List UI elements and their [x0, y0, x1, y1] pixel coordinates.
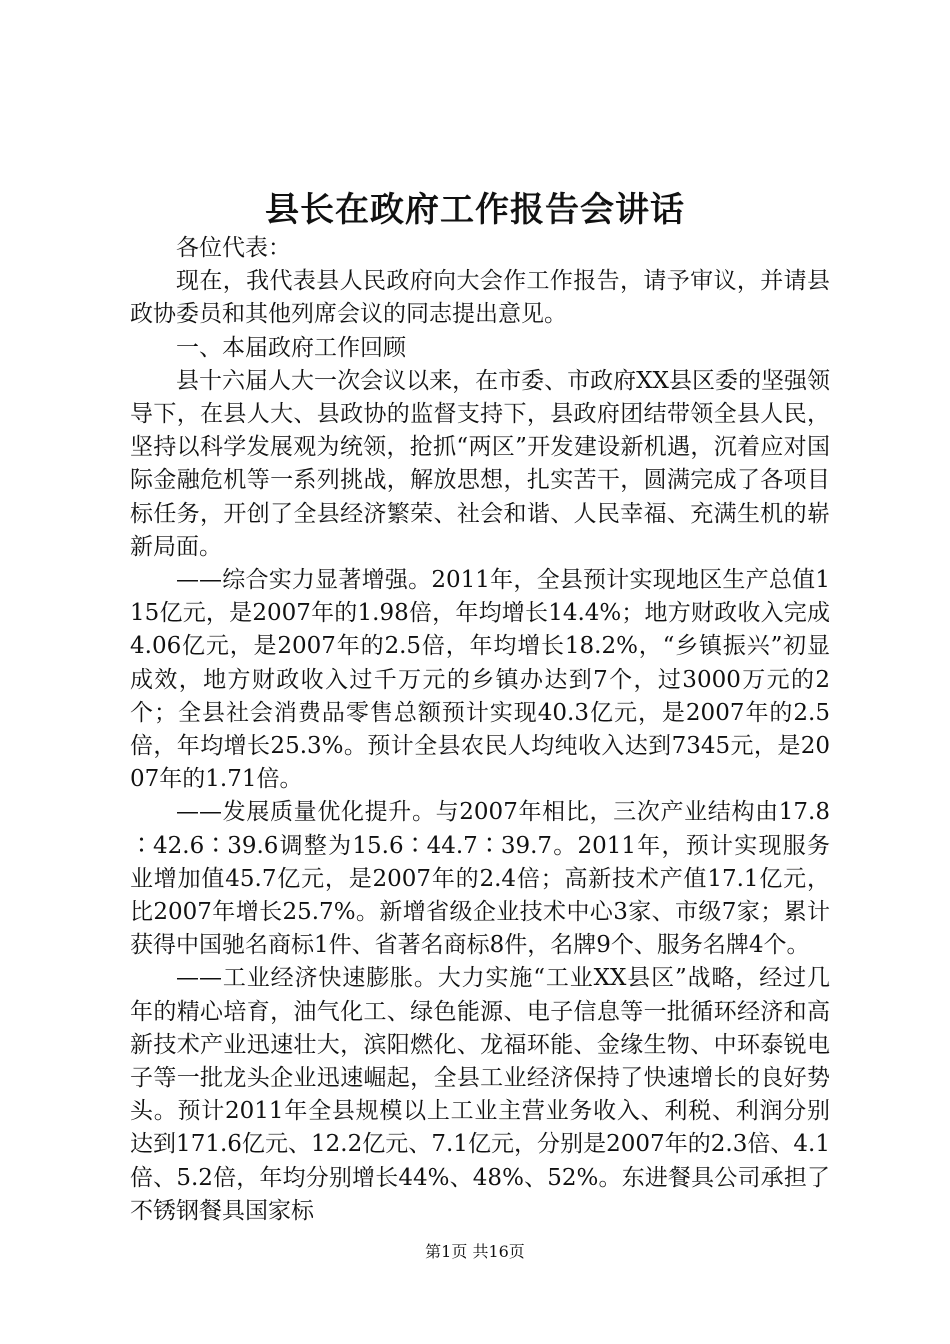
paragraph-strength: ——综合实力显著增强。2011年，全县预计实现地区生产总值115亿元，是2007年的1.98倍，年均增长14.4%；地方财政收入完成4.06亿元，是2007年的2.5倍，年均增长18.2%，“乡镇振兴”初显成效，地方财政收入过千万元的乡镇办达到7个，过3000万元的2个；全县社会消费品零售总额预计实现40.3亿元，是2007年的2.5倍，年均增长25.3%。预计全县农民人均纯收入达到7345元，是2007年的1.71倍。	[130, 567, 830, 793]
paragraph-industry: ——工业经济快速膨胀。大力实施“工业XX县区”战略，经过几年的精心培育，油气化工、绿色能源、电子信息等一批循环经济和高新技术产业迅速壮大，滨阳燃化、龙福环能、金缘生物、中环泰锐电子等一批龙头企业迅速崛起，全县工业经济保持了快速增长的良好势头。预计2011年全县规模以上工业主营业务收入、利税、利润分别达到171.6亿元、12.2亿元、7.1亿元，分别是2007年的2.3倍、4.1倍、5.2倍，年均分别增长44%、48%、52%。东进餐具公司承担了不锈钢餐具国家标	[130, 965, 830, 1224]
section-heading: 一、本届政府工作回顾	[176, 334, 406, 361]
document-title: 县长在政府工作报告会讲话	[265, 190, 685, 230]
paragraph-quality: ——发展质量优化提升。与2007年相比，三次产业结构由17.8∶42.6∶39.6调整为15.6∶44.7∶39.7。2011年，预计实现服务业增加值45.7亿元，是2007年的2.4倍；高新技术产值17.1亿元，比2007年增长25.7%。新增省级企业技术中心3家、市级7家；累计获得中国驰名商标1件、省著名商标8件，名牌9个、服务名牌4个。	[130, 799, 830, 959]
paragraph-review: 县十六届人大一次会议以来，在市委、市政府XX县区委的坚强领导下，在县人大、县政协的监督支持下，县政府团结带领全县人民，坚持以科学发展观为统领，抢抓“两区”开发建设新机遇，沉着应对国际金融危机等一系列挑战，解放思想，扎实苦干，圆满完成了各项目标任务，开创了全县经济繁荣、社会和谐、人民幸福、充满生机的崭新局面。	[130, 367, 830, 560]
document-body	[130, 232, 830, 1228]
paragraph-salutation: 各位代表：	[176, 235, 291, 261]
page-footer: 第1页 共16页	[425, 1242, 525, 1261]
paragraph-intro: 现在，我代表县人民政府向大会作工作报告，请予审议，并请县政协委员和其他列席会议的同志提出意见。	[130, 268, 830, 328]
